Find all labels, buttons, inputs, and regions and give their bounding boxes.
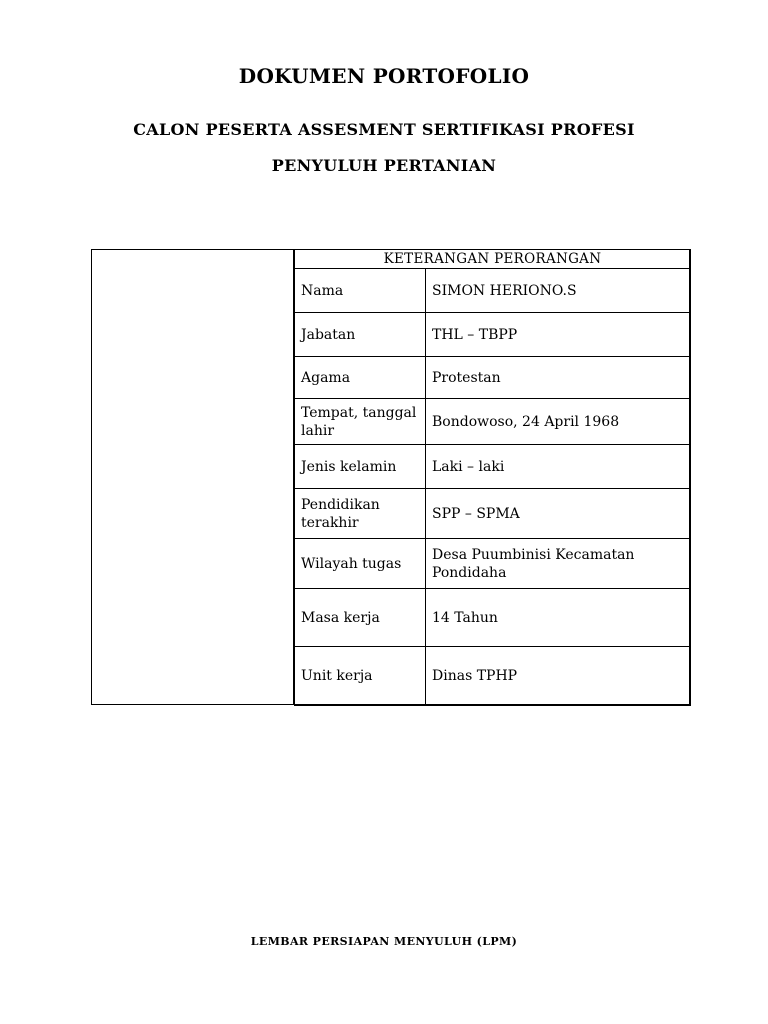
table-row [295,269,691,313]
table-row [295,399,691,445]
document-title: DOKUMEN PORTOFOLIO [238,64,530,88]
row-value-pendidikan: SPP – SPMA [426,489,691,539]
row-label-jabatan: Jabatan [295,313,426,357]
row-value-nama: SIMON HERIONO.S [426,269,691,313]
photo-placeholder-box [92,250,294,704]
row-label-jenis-kelamin: Jenis kelamin [295,445,426,489]
table-row [295,445,691,489]
personal-info-table [294,249,691,706]
document-subtitle: CALON PESERTA ASSESMENT SERTIFIKASI PROFESI [133,120,635,139]
row-value-jenis-kelamin: Laki – laki [426,445,691,489]
table-row [295,647,691,706]
row-value-jabatan: THL – TBPP [426,313,691,357]
row-value-wilayah-tugas: Desa Puumbinisi Kecamatan Pondidaha [426,539,691,589]
table-row [295,357,691,399]
row-label-tempat-lahir: Tempat, tanggal lahir [295,399,426,445]
row-label-pendidikan: Pendidikan terakhir [295,489,426,539]
table-header: KETERANGAN PERORANGAN [295,250,691,269]
table-header-row [295,250,691,269]
table-row [295,539,691,589]
row-value-masa-kerja: 14 Tahun [426,589,691,647]
table-row [295,489,691,539]
row-value-agama: Protestan [426,357,691,399]
row-label-wilayah-tugas: Wilayah tugas [295,539,426,589]
personal-info-frame [91,249,690,705]
document-footer: LEMBAR PERSIAPAN MENYULUH (LPM) [250,935,518,948]
table-row [295,313,691,357]
row-value-tempat-lahir: Bondowoso, 24 April 1968 [426,399,691,445]
row-label-masa-kerja: Masa kerja [295,589,426,647]
document-subtitle-2: PENYULUH PERTANIAN [271,156,497,175]
row-value-unit-kerja: Dinas TPHP [426,647,691,706]
row-label-nama: Nama [295,269,426,313]
row-label-unit-kerja: Unit kerja [295,647,426,706]
table-row [295,589,691,647]
row-label-agama: Agama [295,357,426,399]
